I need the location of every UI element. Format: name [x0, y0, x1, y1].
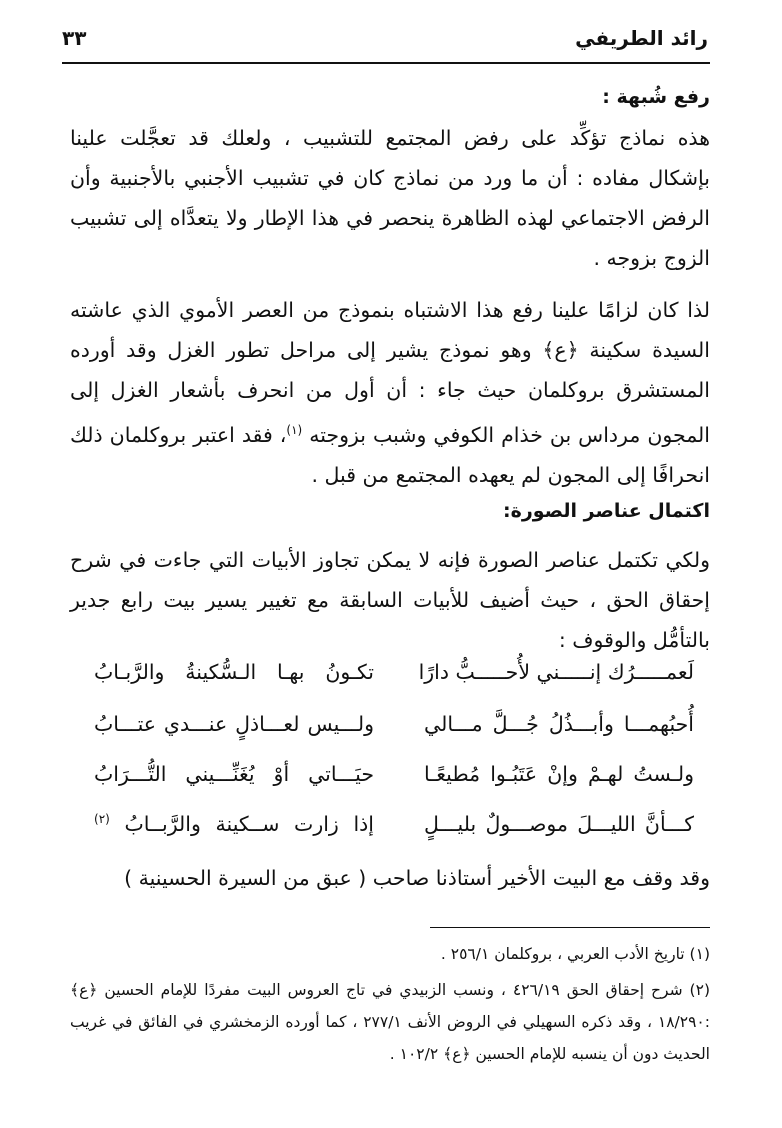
- section-heading-completing: اكتمال عناصر الصورة:: [503, 500, 710, 522]
- poem-verse: [94, 660, 694, 700]
- footnote-2: (٢) شرح إحقاق الحق ٤٢٦/١٩ ، ونسب الزبيدي في تاج العروس البيت مفردًا للإمام الحسين ﴿ع﴾ :١٨/٢٩٠ ، وقد ذكره السهيلي في الروض الأنف ٢٧٧/١ ، كما أورده الزمخشري في الفائق في غريب الحديث دون أن ينسبه للإمام الحسين ﴿ع﴾ ١٠٢/٢ .: [70, 981, 710, 1063]
- verse-first-hemistich: أُحبُهمـــا وأبـــذُلُ جُـــلَّ مـــالي: [424, 712, 694, 736]
- header-author: رائد الطريفي: [575, 26, 708, 50]
- running-header: [62, 26, 708, 56]
- paragraph-3: ولكي تكتمل عناصر الصورة فإنه لا يمكن تجاوز الأبيات التي جاءت في شرح إحقاق الحق ، حيث أضيف للأبيات السابقة مع تغيير يسير بيت رابع جدير بالتأمُّل والوقوف :: [70, 548, 710, 652]
- paragraph-1: هذه نماذج تؤكِّد على رفض المجتمع للتشبيب ، ولعلك قد تعجَّلت علينا بإشكال مفاده : أن ما ورد من نماذج كان في تشبيب الأجنبي بالأجنبية وأن الرفض الاجتماعي لهذه الظاهرة ينحصر في هذا الإطار ولا يتعدَّاه إلى تشبيب الزوج بزوجه .: [70, 126, 710, 270]
- verse-second-hemistich: تكـونُ بهـا الـسُّكينةُ والرَّبـابُ: [94, 660, 374, 684]
- verse-second-hemistich: حيَـــاتي أوْ يُغَنِّـــيني التُّـــرَابُ: [94, 762, 374, 786]
- footnote-ref-2: (٢): [94, 812, 110, 827]
- header-rule: [62, 62, 710, 64]
- verse-first-hemistich: لَعمـــــرُك إنـــــني لأُحـــــبُّ دارًا: [418, 660, 694, 684]
- page-number: ٣٣: [62, 26, 87, 50]
- verse-second-hemistich: ولـــيس لعـــاذلٍ عنـــدي عتـــابُ: [94, 712, 374, 736]
- footnote-1: (١) تاريخ الأدب العربي ، بروكلمان ٢٥٦/١ .: [440, 945, 710, 963]
- verse-second-hemistich: [94, 812, 374, 836]
- verse-first-hemistich: ولـستُ لهـمْ وإنْ عَتَبُـوا مُطيعًـا: [424, 762, 694, 786]
- footnote-ref-1: (١): [286, 423, 303, 437]
- poem-verse: [94, 712, 694, 752]
- paragraph-2-text-b: ، فقد اعتبر بروكلمان ذلك انحرافًا إلى المجون لم يعهده المجتمع من قبل .: [70, 422, 710, 487]
- verse-first-hemistich: كـــأنَّ الليـــلَ موصـــولٌ بليـــلٍ: [424, 812, 694, 836]
- section-heading-clarification: رفع شُبهة :: [602, 86, 710, 108]
- footnote-rule: [430, 927, 710, 928]
- poem-verse: [94, 762, 694, 802]
- paragraph-2-text-a: لذا كان لزامًا علينا رفع هذا الاشتباه بنموذج من العصر الأموي الذي عاشته السيدة سكينة ﴿ع﴾ وهو نموذج يشير إلى مراحل تطور الغزل وقد أورده المستشرق بروكلمان حيث جاء : أن أول من انحرف بأشعار الغزل إلى المجون مرداس بن خذام الكوفي وشبب بزوجته: [70, 298, 710, 447]
- paragraph-2: [70, 290, 710, 495]
- verse-second-text: إذا زارت ســكينة والرَّبــابُ: [124, 812, 374, 836]
- poem-verse: [94, 812, 694, 852]
- closing-line: وقد وقف مع البيت الأخير أستاذنا صاحب ( عبق من السيرة الحسينية ): [124, 866, 710, 890]
